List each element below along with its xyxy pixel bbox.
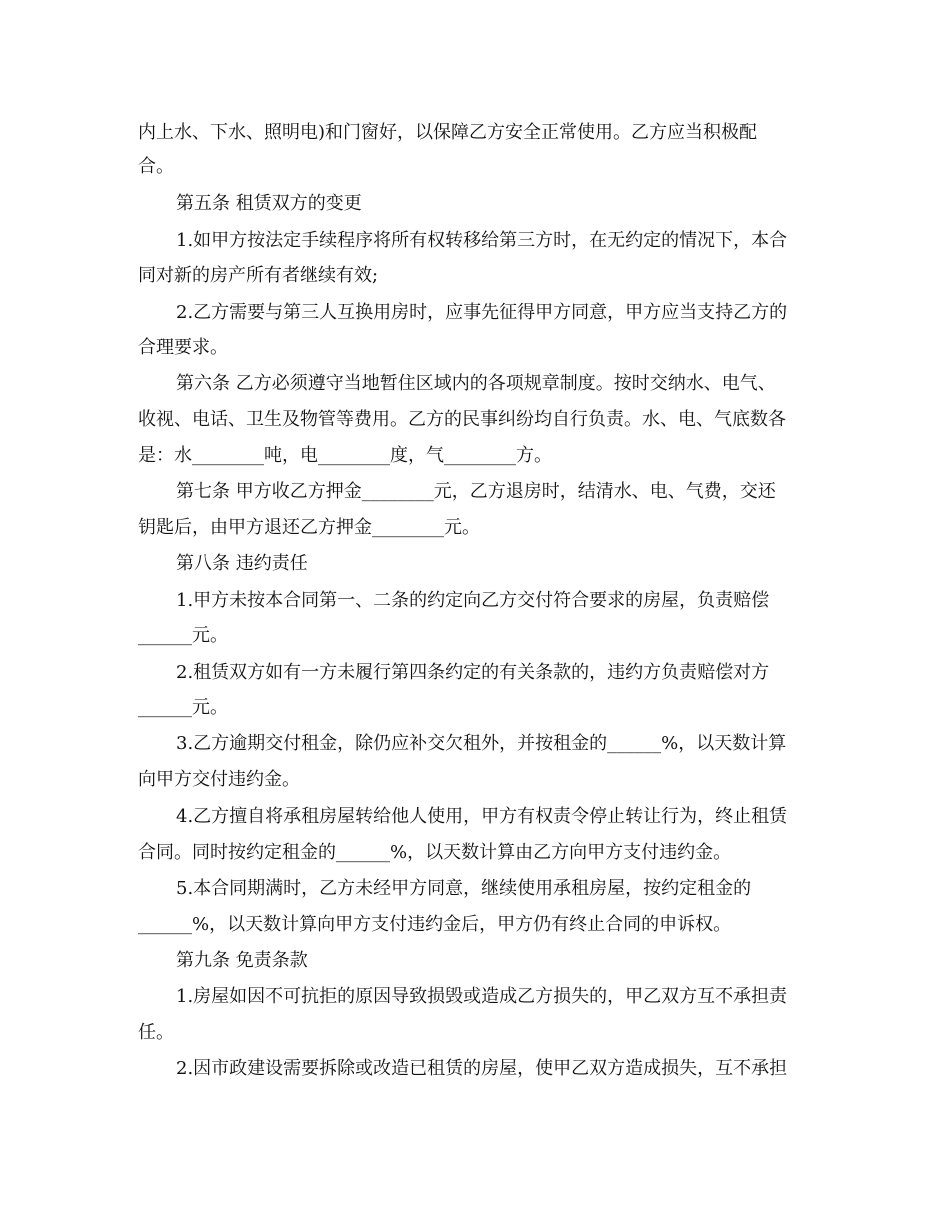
text-line: 1.房屋如因不可抗拒的原因导致损毁或造成乙方损失的，甲乙双方互不承担责 <box>176 986 788 1007</box>
text-line: 同对新的房产所有者继续有效; <box>138 265 379 286</box>
text-line: 4.乙方擅自将承租房屋转给他人使用，甲方有权责令停止转让行为，终止租赁 <box>176 806 788 827</box>
section-heading: 第八条 违约责任 <box>176 553 308 574</box>
text-line: 合理要求。 <box>138 337 228 358</box>
text-line: 合同。同时按约定租金的______%，以天数计算由乙方向甲方支付违约金。 <box>138 842 732 863</box>
text-line: 内上水、下水、照明电)和门窗好，以保障乙方安全正常使用。乙方应当积极配 <box>138 122 758 143</box>
text-line: ______元。 <box>138 625 228 646</box>
text-line: 2.乙方需要与第三人互换用房时，应事先征得甲方同意，甲方应当支持乙方的 <box>176 302 788 323</box>
text-line: 1.甲方未按本合同第一、二条的约定向乙方交付符合要求的房屋，负责赔偿 <box>176 590 770 611</box>
text-line: 收视、电话、卫生及物管等费用。乙方的民事纠纷均自行负责。水、电、气底数各 <box>138 409 786 430</box>
text-line: 5.本合同期满时，乙方未经甲方同意，继续使用承租房屋，按约定租金的 <box>176 878 752 899</box>
text-line: 是：水________吨，电________度，气________方。 <box>138 445 552 466</box>
section-heading: 第七条 甲方收乙方押金________元，乙方退房时，结清水、电、气费，交还 <box>176 481 776 502</box>
section-heading: 第六条 乙方必须遵守当地暂住区域内的各项规章制度。按时交纳水、电气、 <box>176 373 776 394</box>
text-line: 钥匙后，由甲方退还乙方押金________元。 <box>138 517 480 538</box>
text-line: 3.乙方逾期交付租金，除仍应补交欠租外，并按租金的______%，以天数计算 <box>176 733 787 754</box>
section-heading: 第九条 免责条款 <box>176 950 308 971</box>
text-line: 合。 <box>138 156 174 177</box>
text-line: ______元。 <box>138 697 228 718</box>
section-heading: 第五条 租赁双方的变更 <box>176 193 362 214</box>
text-line: 向甲方交付违约金。 <box>138 769 300 790</box>
text-line: 任。 <box>138 1022 174 1043</box>
text-line: 2.因市政建设需要拆除或改造已租赁的房屋，使甲乙双方造成损失，互不承担 <box>176 1058 788 1079</box>
text-line: ______%，以天数计算向甲方支付违约金后，甲方仍有终止合同的申诉权。 <box>138 914 732 935</box>
text-line: 2.租赁双方如有一方未履行第四条约定的有关条款的，违约方负责赔偿对方 <box>176 662 770 683</box>
text-line: 1.如甲方按法定手续程序将所有权转移给第三方时，在无约定的情况下，本合 <box>176 230 788 251</box>
